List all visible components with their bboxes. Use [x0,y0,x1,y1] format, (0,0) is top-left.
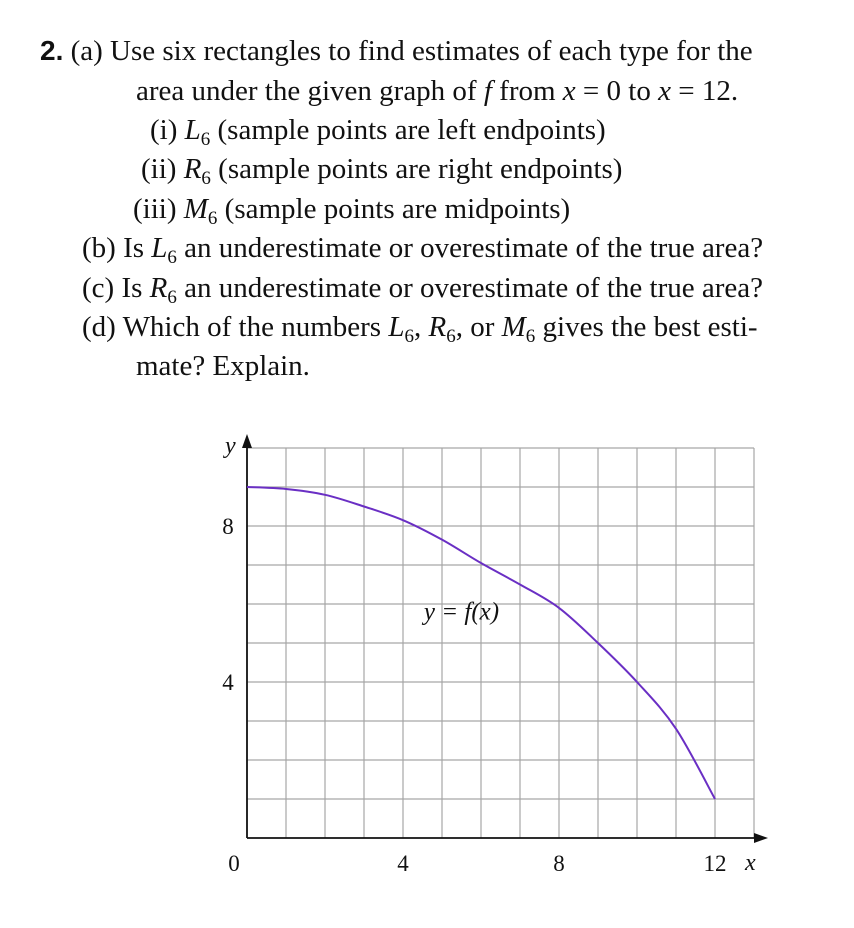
problem-number: 2. [40,35,64,66]
problem-a-line1 [40,33,753,69]
part-a-item-i [150,112,606,148]
part-c-sym: R [149,272,168,304]
item-sym: R [183,153,202,185]
part-b-text: an underestimate or overestimate of the true area? [184,232,764,264]
part-c-label: (c) [82,272,115,304]
curve-label: y = f(x) [423,598,500,626]
item-sym: M [183,193,208,225]
sub-6: 6 [404,326,414,347]
item-text: (sample points are right endpoints) [218,153,623,185]
from-word: from [499,75,556,107]
grid [247,448,754,838]
sub-6: 6 [446,326,456,347]
graph-svg [200,420,780,890]
part-a-item-iii [133,191,570,227]
item-label: (i) [150,114,178,146]
f-symbol: f [483,75,492,107]
item-text: (sample points are left endpoints) [217,114,606,146]
item-sym: L [184,114,201,146]
item-label: (ii) [141,153,177,185]
part-d-post: gives the best esti- [542,311,758,343]
part-d-pre: Which of the numbers [122,311,382,343]
axes [242,434,768,843]
y-tick-label: 8 [222,514,234,539]
comma: , [455,311,463,343]
comma: , [413,311,422,343]
x-tick-label: 8 [553,851,565,876]
part-c-pre: Is [121,272,143,304]
part-c-text: an underestimate or overestimate of the true area? [184,272,764,304]
part-d-line2-text: mate? Explain. [136,350,310,382]
part-a-label: (a) [70,35,103,67]
item-sub: 6 [200,129,211,150]
part-c [82,270,763,306]
x-tick-label: 0 [228,851,240,876]
x-axis-arrow-icon [754,833,768,843]
x-symbol: x [562,75,576,107]
sym-L: L [388,311,405,343]
y-axis-label: y [225,433,236,459]
item-text: (sample points are midpoints) [224,193,571,225]
part-b-label: (b) [82,232,116,264]
x-tick-label: 4 [397,851,409,876]
part-b [82,230,763,266]
y-axis-arrow-icon [242,434,252,448]
part-d-line1 [82,309,758,345]
part-a-text1: Use six rectangles to find estimates of each type for the [110,35,753,67]
x-tick-label: 12 [703,851,727,876]
x-axis-label: x [745,850,756,876]
sym-R: R [428,311,447,343]
part-c-sub: 6 [167,287,177,308]
part-b-pre: Is [123,232,145,264]
item-sub: 6 [201,168,211,189]
eq12: = 12. [678,75,739,107]
sym-M: M [501,311,526,343]
or-word: or [470,311,495,343]
part-d-line2 [136,348,310,384]
y-tick-label: 4 [222,670,234,695]
x-symbol-2: x [658,75,671,107]
part-b-sym: L [151,232,168,264]
item-label: (iii) [133,193,177,225]
part-a-text2: area under the given graph of [136,75,477,107]
problem-a-line2 [136,73,738,109]
eq0: = 0 to [582,75,651,107]
part-d-label: (d) [82,311,116,343]
graph-figure [200,420,780,890]
sub-6: 6 [525,326,536,347]
part-a-item-ii [141,151,622,187]
part-b-sub: 6 [167,247,177,268]
item-sub: 6 [207,208,218,229]
